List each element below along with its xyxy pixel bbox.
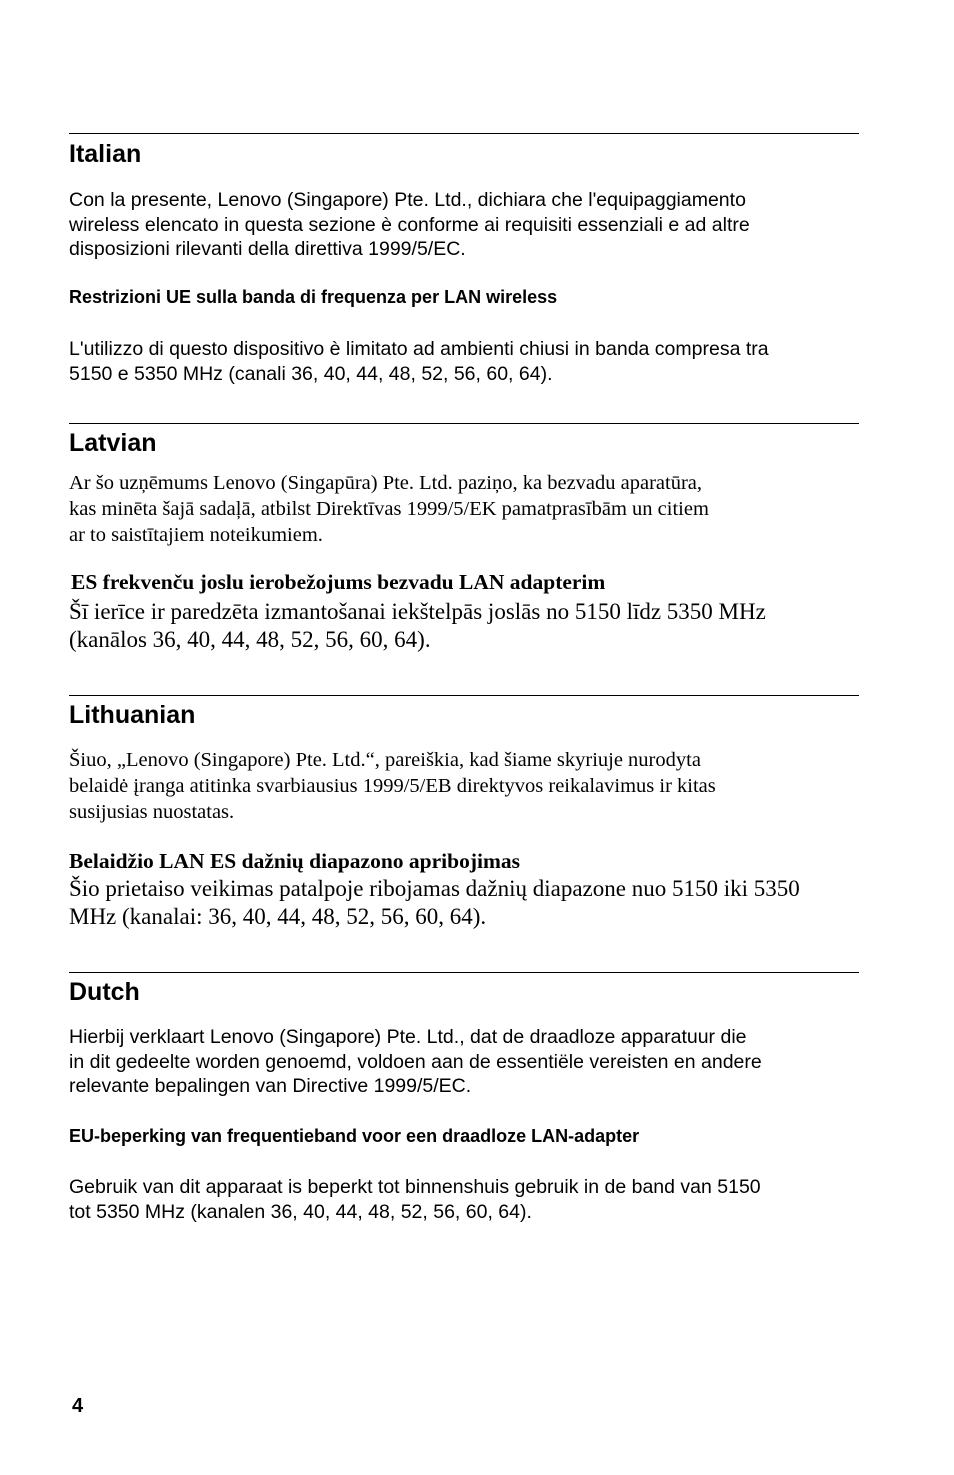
page-number: 4 (72, 1395, 84, 1417)
text-line: wireless elencato in questa sezione è conforme ai requisiti essenziali e ad altre (69, 213, 750, 236)
section-heading: Latvian (69, 429, 157, 457)
section-divider (69, 972, 859, 973)
declaration-paragraph (69, 470, 859, 548)
restriction-paragraph (69, 875, 859, 931)
text-line: Šio prietaiso veikimas patalpoje ribojamas dažnių diapazone nuo 5150 iki 5350 (69, 876, 800, 901)
text-line: Con la presente, Lenovo (Singapore) Pte. Ltd., dichiara che l'equipaggiamento (69, 189, 746, 211)
text-line: kas minēta šajā sadaļā, atbilst Direktīvas 1999/5/EK pamatprasībām un citiem (69, 498, 709, 520)
restriction-paragraph (69, 598, 859, 654)
section-divider (69, 133, 859, 134)
declaration-paragraph (69, 747, 859, 825)
declaration-paragraph (69, 188, 859, 262)
text-line: L'utilizzo di questo dispositivo è limitato ad ambienti chiusi in banda compresa tra (69, 338, 769, 360)
section-heading: Lithuanian (69, 701, 196, 729)
text-line: Gebruik van dit apparaat is beperkt tot binnenshuis gebruik in de band van 5150 (69, 1176, 761, 1198)
text-line: susijusias nuostatas. (69, 801, 235, 823)
section-heading: Italian (69, 140, 142, 168)
section-divider (69, 695, 859, 696)
restriction-title: EU-beperking van frequentieband voor een draadloze LAN-adapter (69, 1126, 640, 1146)
restriction-paragraph (69, 337, 859, 386)
text-line: tot 5350 MHz (kanalen 36, 40, 44, 48, 52, 56, 60, 64). (69, 1200, 532, 1223)
section-divider (69, 423, 859, 424)
restriction-title: ES frekvenču joslu ierobežojums bezvadu LAN adapterim (71, 570, 606, 594)
restriction-title: Belaidžio LAN ES dažnių diapazono apribojimas (69, 849, 520, 873)
text-line: (kanālos 36, 40, 44, 48, 52, 56, 60, 64). (69, 627, 431, 652)
text-line: MHz (kanalai: 36, 40, 44, 48, 52, 56, 60, 64). (69, 904, 487, 929)
text-line: relevante bepalingen van Directive 1999/5/EC. (69, 1075, 472, 1097)
text-line: ar to saistītajiem noteikumiem. (69, 524, 323, 546)
text-line: in dit gedeelte worden genoemd, voldoen aan de essentiële vereisten en andere (69, 1050, 762, 1073)
declaration-paragraph (69, 1025, 859, 1099)
text-line: Ar šo uzņēmums Lenovo (Singapūra) Pte. Ltd. paziņo, ka bezvadu aparatūra, (69, 472, 703, 494)
restriction-title: Restrizioni UE sulla banda di frequenza per LAN wireless (69, 287, 558, 307)
text-line: Hierbij verklaart Lenovo (Singapore) Pte. Ltd., dat de draadloze apparatuur die (69, 1026, 747, 1048)
text-line: belaidė įranga atitinka svarbiausius 1999/5/EB direktyvos reikalavimus ir kitas (69, 775, 716, 797)
text-line: disposizioni rilevanti della direttiva 1999/5/EC. (69, 238, 466, 260)
text-line: Šī ierīce ir paredzēta izmantošanai iekštelpās joslās no 5150 līdz 5350 MHz (69, 599, 766, 624)
section-heading: Dutch (69, 978, 140, 1006)
text-line: Šiuo, „Lenovo (Singapore) Pte. Ltd.“, pareiškia, kad šiame skyriuje nurodyta (69, 749, 701, 771)
text-line: 5150 e 5350 MHz (canali 36, 40, 44, 48, 52, 56, 60, 64). (69, 362, 553, 385)
restriction-paragraph (69, 1175, 859, 1224)
